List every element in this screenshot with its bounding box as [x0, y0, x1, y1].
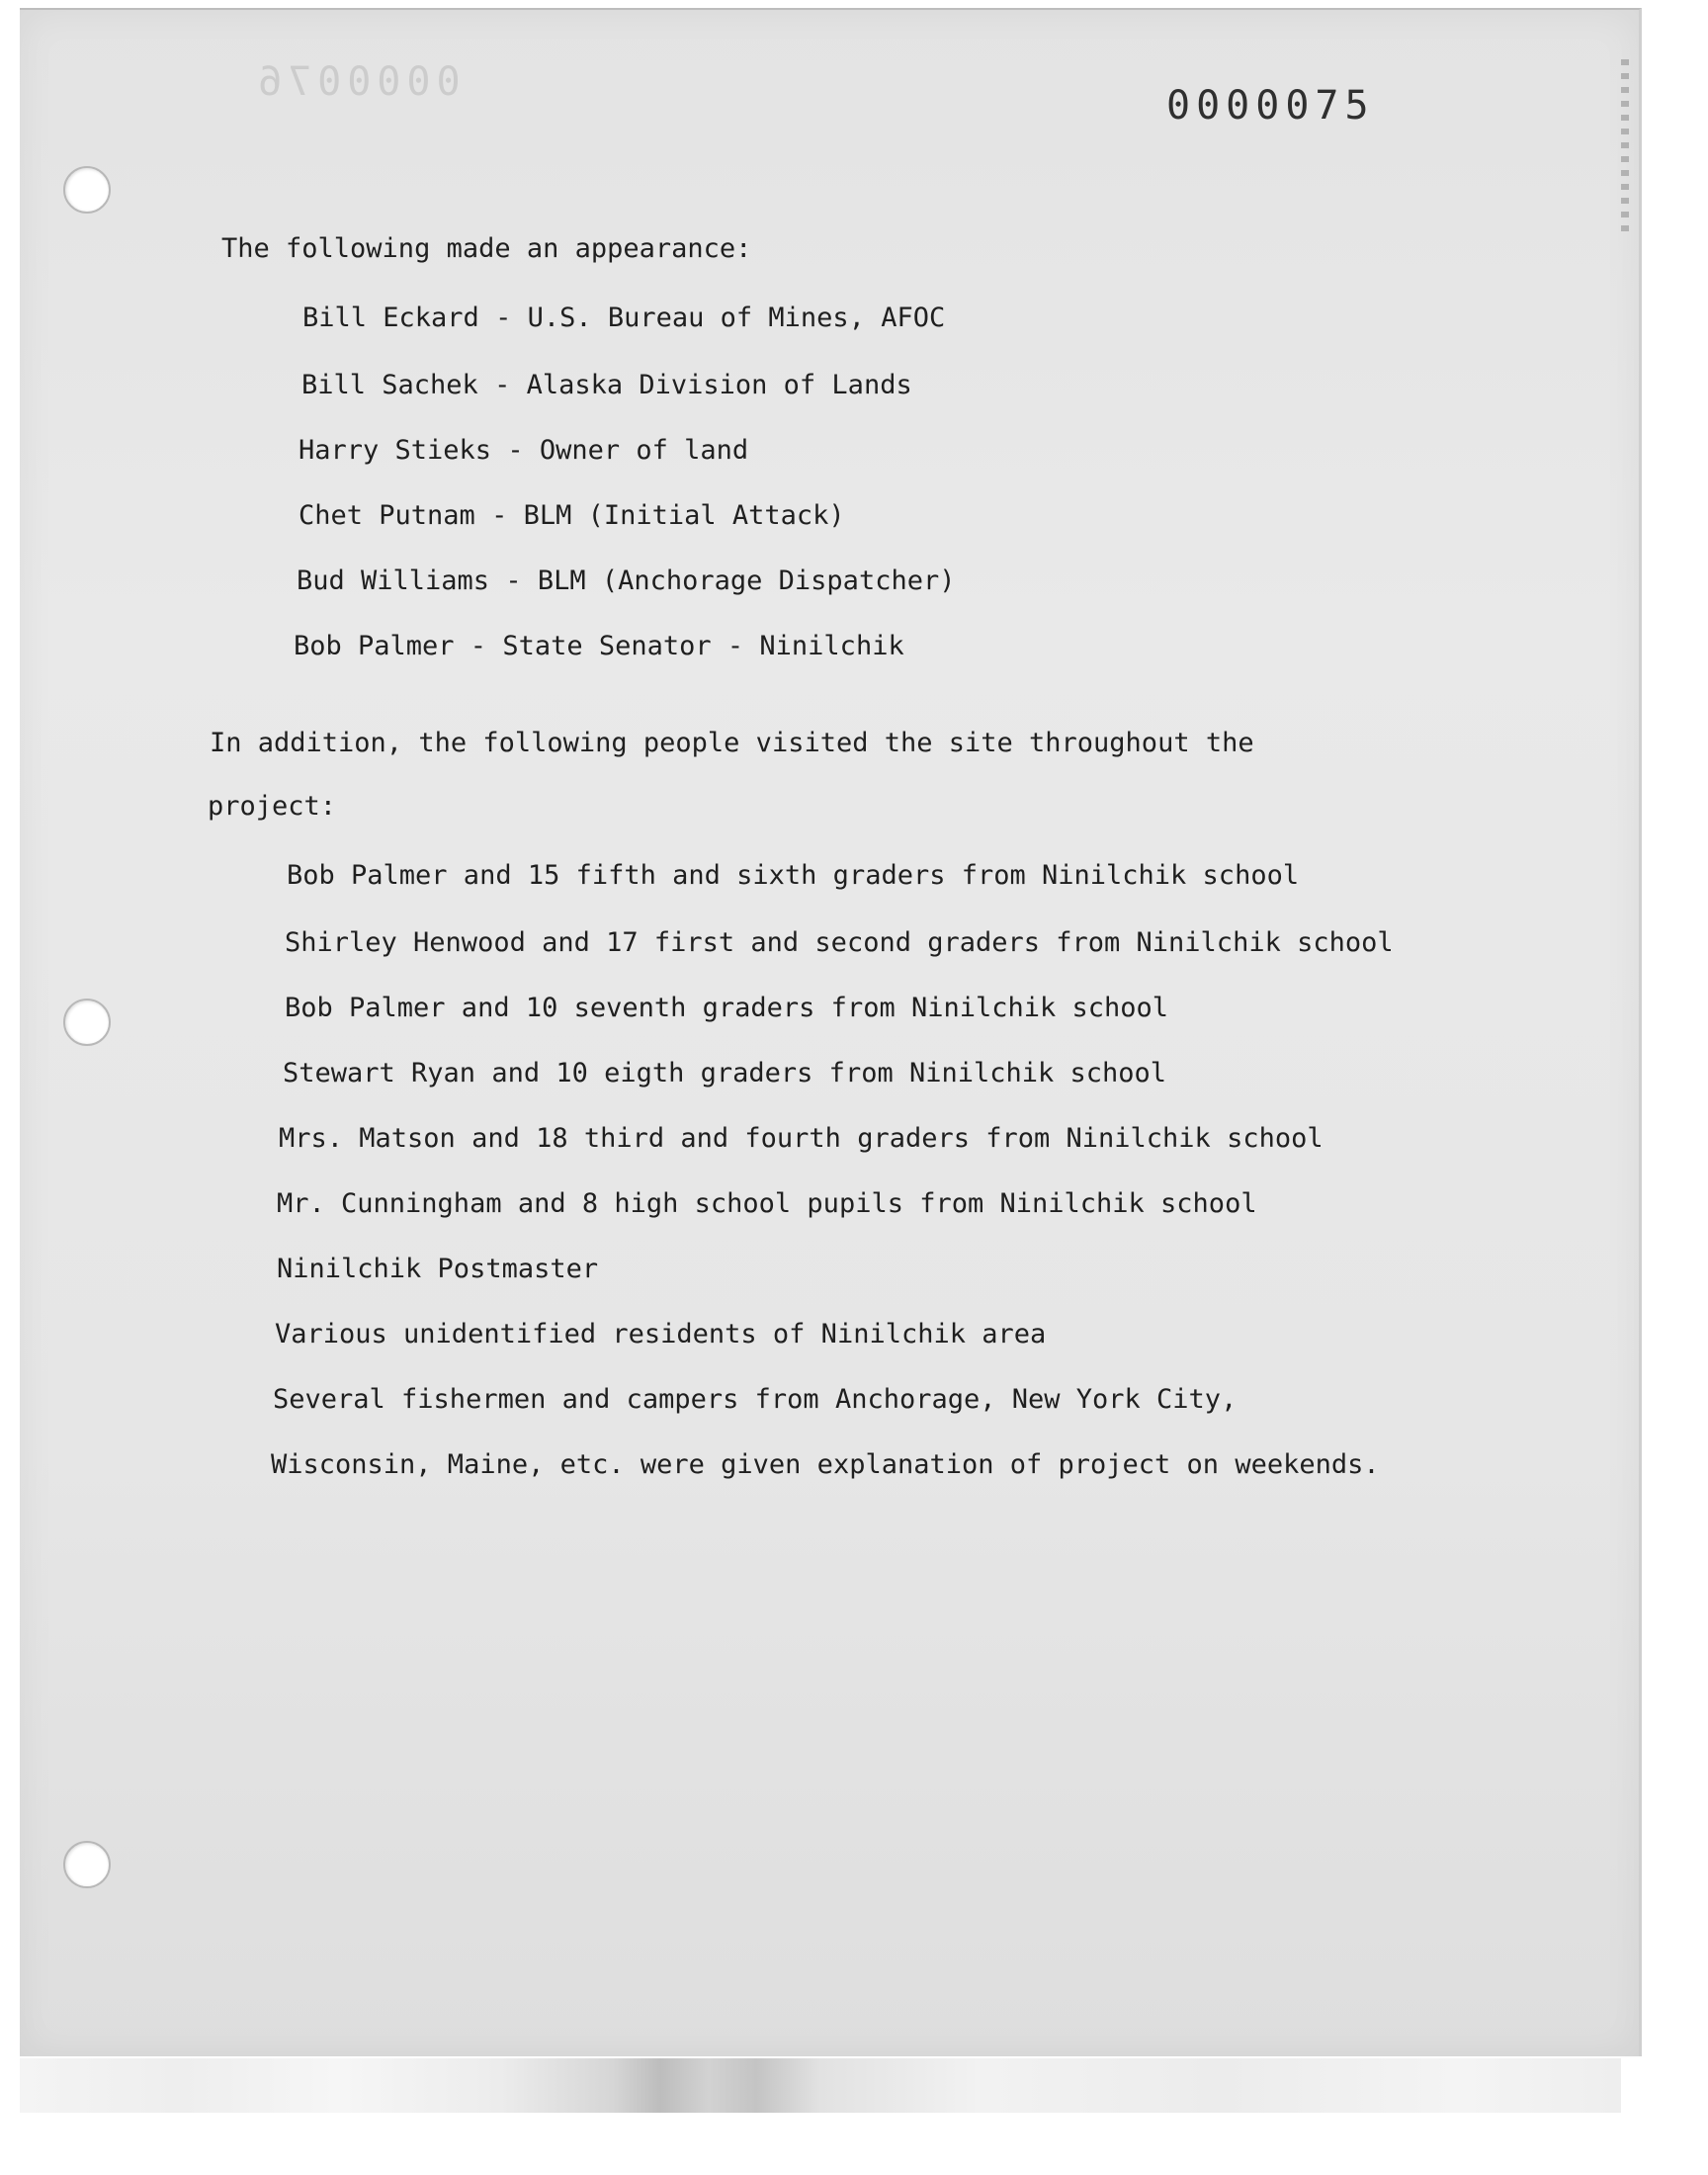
visitor-item: Various unidentified residents of Ninilchik area: [275, 1319, 1047, 1349]
punch-hole-middle: [63, 999, 111, 1046]
appearance-item: Chet Putnam - BLM (Initial Attack): [299, 500, 845, 531]
punch-hole-top: [63, 166, 111, 214]
visitor-item: Bob Palmer and 15 fifth and sixth graders from Ninilchik school: [287, 860, 1300, 891]
intro-text: The following made an appearance:: [221, 233, 752, 264]
visitor-item: Shirley Henwood and 17 first and second graders from Ninilchik school: [285, 927, 1394, 958]
appearance-item: Bud Williams - BLM (Anchorage Dispatcher): [297, 566, 956, 596]
scanner-bottom-strip: [20, 2058, 1621, 2113]
visitor-item: Stewart Ryan and 10 eigth graders from Ninilchik school: [283, 1058, 1167, 1088]
visitor-item: Wisconsin, Maine, etc. were given explanation of project on weekends.: [271, 1449, 1380, 1480]
punch-hole-bottom: [63, 1841, 111, 1888]
visitor-item: Ninilchik Postmaster: [277, 1254, 599, 1284]
visitor-item: Bob Palmer and 10 seventh graders from Ninilchik school: [285, 993, 1169, 1023]
appearance-item: Bill Sachek - Alaska Division of Lands: [301, 370, 912, 400]
appearance-item: Harry Stieks - Owner of land: [299, 435, 749, 466]
visitor-item: Several fishermen and campers from Anchorage, New York City,: [273, 1384, 1238, 1415]
appearance-item: Bill Eckard - U.S. Bureau of Mines, AFOC: [302, 303, 946, 333]
appearance-item: Bob Palmer - State Senator - Ninilchik: [294, 631, 904, 661]
page-edge-marks: [1621, 59, 1629, 237]
addition-text-line1: In addition, the following people visited the site throughout the: [210, 728, 1254, 758]
visitor-item: Mr. Cunningham and 8 high school pupils from Ninilchik school: [277, 1188, 1257, 1219]
visitor-item: Mrs. Matson and 18 third and fourth graders from Ninilchik school: [279, 1123, 1324, 1154]
bleed-through-number: 0000076: [252, 59, 461, 105]
page-number: 0000075: [1166, 83, 1375, 129]
addition-text-line2: project:: [208, 791, 337, 822]
